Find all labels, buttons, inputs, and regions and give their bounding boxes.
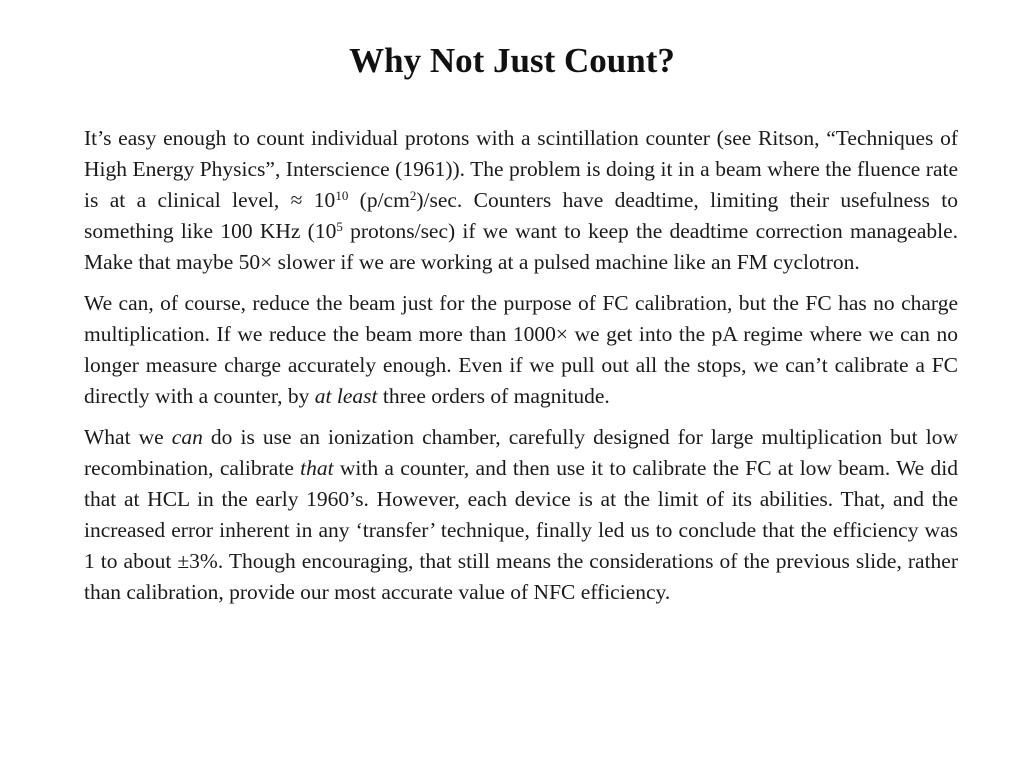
paragraph-3 [84,422,958,608]
superscript: 2 [409,188,417,203]
text-run: with a counter, and then use it to calibrate the FC at low beam. We did that at HCL in the early 1960’s. However, each device is at the limit of its abilities. That, and the increased error inherent in any ‘transfer’ technique, finally led us to conclude that the efficiency was 1 to about ±3%. Though encouraging, that still means the considerations of the previous slide, rather than calibration, provide our most accurate value of NFC efficiency. [84,456,958,604]
text-run: )/sec. Counters have deadtime, limiting their usefulness to something like 100 KHz (10 [84,188,958,243]
italic-text: that [300,456,334,480]
paragraph-2 [84,288,958,412]
slide-body [84,123,958,618]
text-run: It’s easy enough to count individual protons with a scintillation counter (see Ritson, “Techniques of High Energy Physics”, Interscience (1961)). The problem is doing it in a beam where the fluence rate is at a clinical level, ≈ 10 [84,126,958,212]
text-run: do is use an ionization chamber, carefully designed for large multiplication but low recombination, calibrate [84,425,958,480]
italic-text: at least [314,384,378,408]
text-run: (p/cm [348,188,410,212]
text-run: three orders of magnitude. [377,384,610,408]
text-run: protons/sec) if we want to keep the deadtime correction manageable. Make that maybe 50× slower if we are working at a pulsed machine like an FM cyclotron. [84,219,958,274]
italic-text: can [171,425,203,449]
superscript: 5 [336,219,343,234]
text-run: What we [84,425,172,449]
superscript: 10 [335,188,349,203]
slide-title: Why Not Just Count? [349,41,675,80]
text-run: We can, of course, reduce the beam just for the purpose of FC calibration, but the FC has no charge multiplication. If we reduce the beam more than 1000× we get into the pA regime where we can no longer measure charge accurately enough. Even if we pull out all the stops, we can’t calibrate a FC directly with a counter, by [84,291,958,408]
paragraph-1 [84,123,958,278]
